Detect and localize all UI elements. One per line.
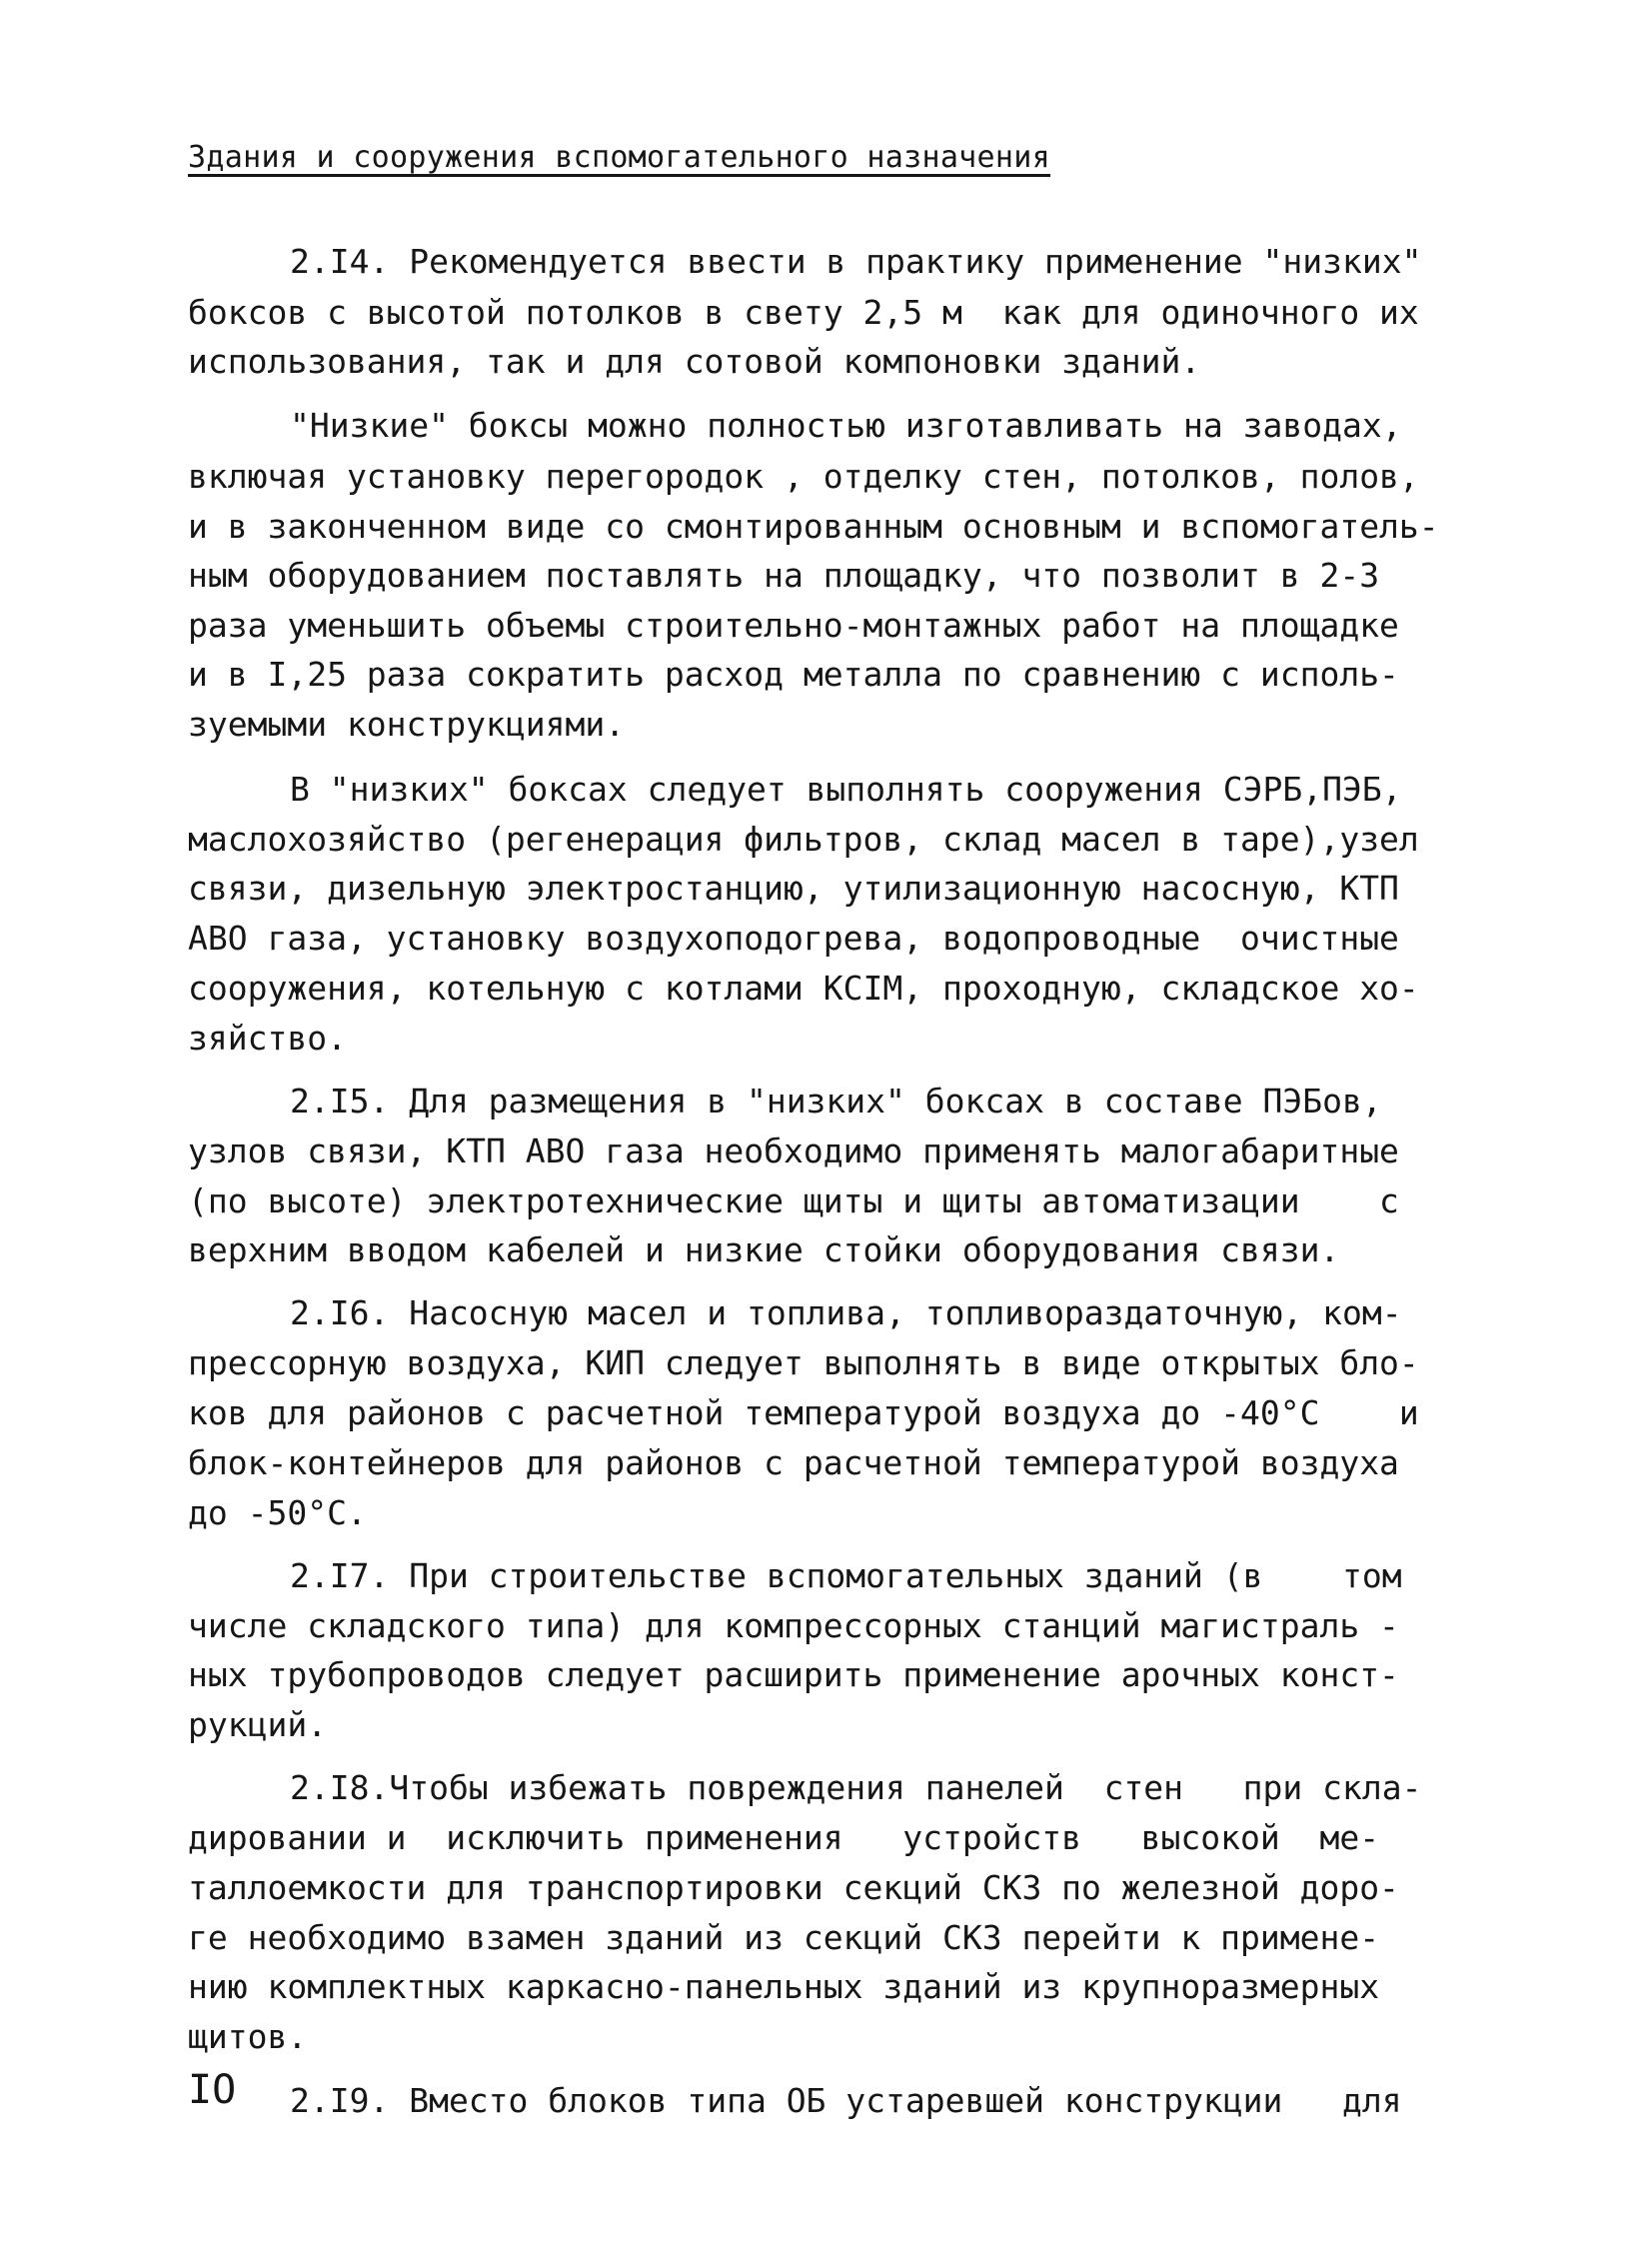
text-line: 2.I5. Для размещения в "низких" боксах в составе ПЭБов, bbox=[290, 1082, 1382, 1121]
text-line: и в законченном виде со смонтированным основным и вспомогатель- bbox=[188, 507, 1439, 546]
text-line: 2.I7. При строительстве вспомогательных зданий (в том bbox=[290, 1556, 1402, 1595]
text-line: использования, так и для сотовой компоновки зданий. bbox=[188, 342, 1201, 381]
text-line: В "низких" боксах следует выполнять сооружения СЭРБ,ПЭБ, bbox=[290, 770, 1402, 809]
text-line: боксов с высотой потолков в свету 2,5 м как для одиночного их bbox=[188, 293, 1419, 332]
text-line: рукций. bbox=[188, 1705, 328, 1744]
text-line: числе складского типа) для компрессорных станций магистраль - bbox=[188, 1606, 1399, 1645]
text-line: ге необходимо взамен зданий из секций СКЗ перейти к примене- bbox=[188, 1918, 1380, 1957]
text-line: 2.I6. Насосную масел и топлива, топливораздаточную, ком- bbox=[290, 1293, 1402, 1332]
text-line: нию комплектных каркасно-панельных зданий из крупноразмерных bbox=[188, 1967, 1380, 2006]
text-line: ков для районов с расчетной температурой воздуха до -40°С и bbox=[188, 1393, 1419, 1432]
section-heading: Здания и сооружения вспомогательного назначения bbox=[188, 140, 1050, 175]
text-line: 2.I4. Рекомендуется ввести в практику применение "низких" bbox=[290, 242, 1422, 281]
text-line: 2.I9. Вместо блоков типа ОБ устаревшей конструкции для bbox=[290, 2081, 1402, 2120]
text-line: узлов связи, КТП АВО газа необходимо применять малогабаритные bbox=[188, 1131, 1399, 1170]
text-line: ных трубопроводов следует расширить применение арочных конст- bbox=[188, 1655, 1399, 1694]
text-line: сооружения, котельную с котлами КСIМ, проходную, складское хо- bbox=[188, 969, 1419, 1008]
text-line: и в I,25 раза сократить расход металла по сравнению с исполь- bbox=[188, 655, 1399, 694]
text-line: "Низкие" боксы можно полностью изготавливать на заводах, bbox=[290, 406, 1402, 445]
text-line: прессорную воздуха, КИП следует выполнять в виде открытых бло- bbox=[188, 1343, 1419, 1382]
text-line: раза уменьшить объемы строительно-монтажных работ на площадке bbox=[188, 606, 1399, 645]
text-line: включая установку перегородок , отделку стен, потолков, полов, bbox=[188, 457, 1419, 496]
text-line: связи, дизельную электростанцию, утилизационную насосную, КТП bbox=[188, 869, 1399, 908]
text-line: маслохозяйство (регенерация фильтров, склад масел в таре),узел bbox=[188, 820, 1419, 859]
text-line: таллоемкости для транспортировки секций СКЗ по железной доро- bbox=[188, 1868, 1399, 1907]
text-line: зуемыми конструкциями. bbox=[188, 705, 626, 744]
text-line: дировании и исключить применения устройств высокой ме- bbox=[188, 1818, 1380, 1857]
text-line: ным оборудованием поставлять на площадку, что позволит в 2-3 bbox=[188, 556, 1380, 595]
page-number: IO bbox=[188, 2067, 237, 2113]
text-line: зяйство. bbox=[188, 1019, 347, 1058]
text-line: 2.I8.Чтобы избежать повреждения панелей стен при скла- bbox=[290, 1768, 1422, 1807]
text-line: до -50°С. bbox=[188, 1493, 367, 1532]
text-line: (по высоте) электротехнические щиты и щиты автоматизации с bbox=[188, 1181, 1399, 1220]
text-line: щитов. bbox=[188, 2017, 308, 2056]
text-line: верхним вводом кабелей и низкие стойки оборудования связи. bbox=[188, 1230, 1340, 1269]
text-line: АВО газа, установку воздухоподогрева, водопроводные очистные bbox=[188, 919, 1399, 958]
text-line: блок-контейнеров для районов с расчетной температурой воздуха bbox=[188, 1443, 1399, 1482]
